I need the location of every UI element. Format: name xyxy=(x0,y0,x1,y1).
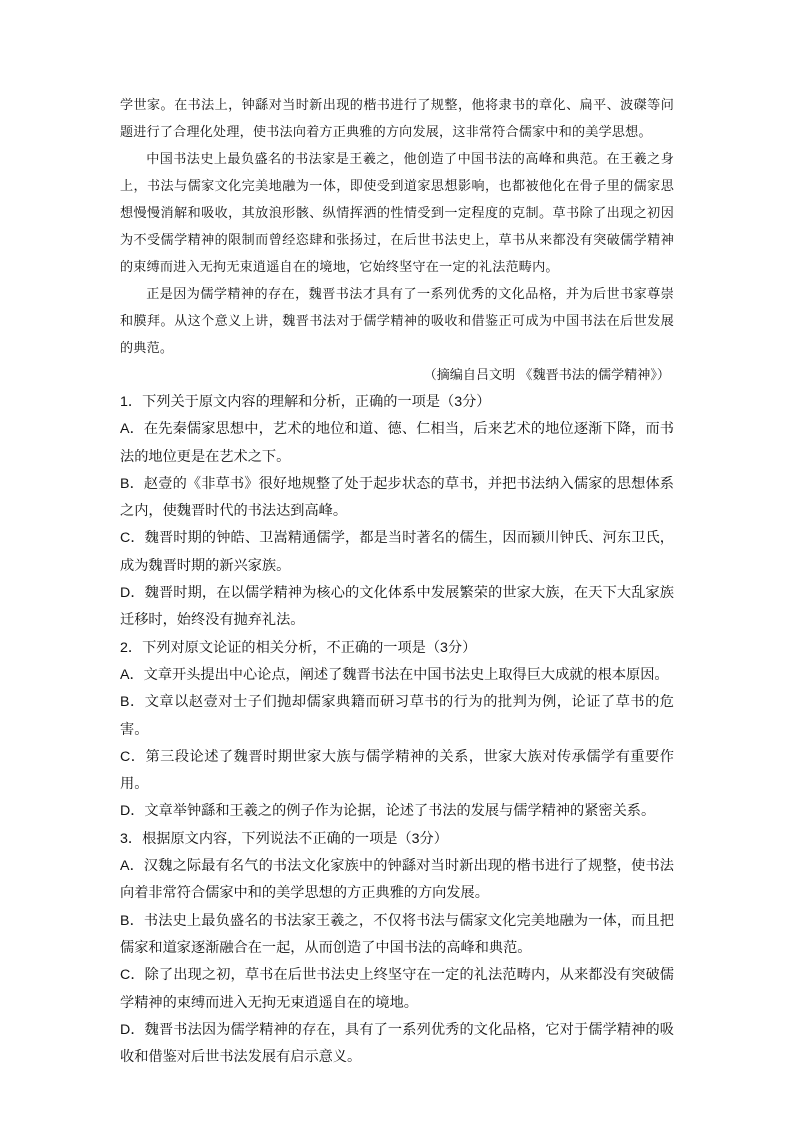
question-option-d: D．魏晋书法因为儒学精神的存在，具有了一系列优秀的文化品格，它对于儒学精神的吸收和借鉴对后世书法发展有启示意义。 xyxy=(120,1021,674,1066)
question-list xyxy=(120,389,674,1071)
reading-passage xyxy=(120,92,674,362)
passage-paragraph-1: 学世家。在书法上，钟繇对当时新出现的楷书进行了规整，他将隶书的章化、扁平、波磔等问题进行了合理化处理，使书法向着方正典雅的方向发展，这非常符合儒家中和的美学思想。 xyxy=(120,98,674,140)
question-option-d: D．魏晋时期，在以儒学精神为核心的文化体系中发展繁荣的世家大族，在天下大乱家族迁移时，始终没有抛弃礼法。 xyxy=(120,585,674,629)
question-option-a: A．汉魏之际最有名气的书法文化家族中的钟繇对当时新出现的楷书进行了规整，使书法向着非常符合儒家中和的美学思想的方正典雅的方向发展。 xyxy=(120,858,674,902)
passage-source: （摘编自吕文明 《魏晋书法的儒学精神》） xyxy=(423,368,670,383)
question-stem: 1．下列关于原文内容的理解和分析，正确的一项是（3分） xyxy=(120,394,491,410)
question-option-a: A．在先秦儒家思想中，艺术的地位和道、德、仁相当，后来艺术的地位逐渐下降，而书法的地位更是在艺术之下。 xyxy=(120,421,674,465)
question-option-c: C．第三段论述了魏晋时期世家大族与儒学精神的关系，世家大族对传承儒学有重要作用。 xyxy=(120,748,674,793)
question-3 xyxy=(120,826,674,1072)
question-option-c: C．除了出现之初，草书在后世书法史上终坚守在一定的礼法范畴内，从来都没有突破儒学精神的束缚而进入无拘无束逍遥自在的境地。 xyxy=(120,967,674,1011)
question-option-a: A．文章开头提出中心论点，阐述了魏晋书法在中国书法史上取得巨大成就的根本原因。 xyxy=(120,666,669,683)
question-stem: 2．下列对原文论证的相关分析，不正确的一项是（3分） xyxy=(120,639,477,656)
question-stem: 3．根据原文内容，下列说法不正确的一项是（3分） xyxy=(120,830,448,847)
passage-paragraph-3: 正是因为儒学精神的存在，魏晋书法才具有了一系列优秀的文化品格，并为后世书家尊崇和膜拜。从这个意义上讲，魏晋书法对于儒学精神的吸收和借鉴正可成为中国书法在后世发展的典范。 xyxy=(120,287,674,356)
question-option-b: B．书法史上最负盛名的书法家王羲之，不仅将书法与儒家文化完美地融为一体，而且把儒家和道家逐渐融合在一起，从而创造了中国书法的高峰和典范。 xyxy=(120,912,674,956)
passage-paragraph-2: 中国书法史上最负盛名的书法家是王羲之，他创造了中国书法的高峰和典范。在王羲之身上，书法与儒家文化完美地融为一体，即使受到道家思想影响，也都被他化在骨子里的儒家思想慢慢消解和吸收，其放浪形骸、纵情挥洒的性情受到一定程度的克制。草书除了出现之初因为不受儒学精神的限制而曾经恣肆和张扬过，在后世书法史上，草书从来都没有突破儒学精神的束缚而进入无拘无束逍遥自在的境地，它始终坚守在一定的礼法范畴内。 xyxy=(120,152,674,275)
question-1 xyxy=(120,389,674,635)
question-option-b: B．文章以赵壹对士子们抛却儒家典籍而研习草书的行为的批判为例，论证了草书的危害。 xyxy=(120,694,674,738)
question-option-b: B．赵壹的《非草书》很好地规整了处于起步状态的草书，并把书法纳入儒家的思想体系之内，使魏晋时代的书法达到高峰。 xyxy=(120,475,674,520)
question-2 xyxy=(120,635,674,826)
question-option-d: D．文章举钟繇和王羲之的例子作为论据，论述了书法的发展与儒学精神的紧密关系。 xyxy=(120,803,656,820)
question-option-c: C．魏晋时期的钟皓、卫嵩精通儒学，都是当时著名的儒生，因而颍川钟氏、河东卫氏，成为魏晋时期的新兴家族。 xyxy=(120,530,674,574)
document-page xyxy=(120,92,674,1071)
